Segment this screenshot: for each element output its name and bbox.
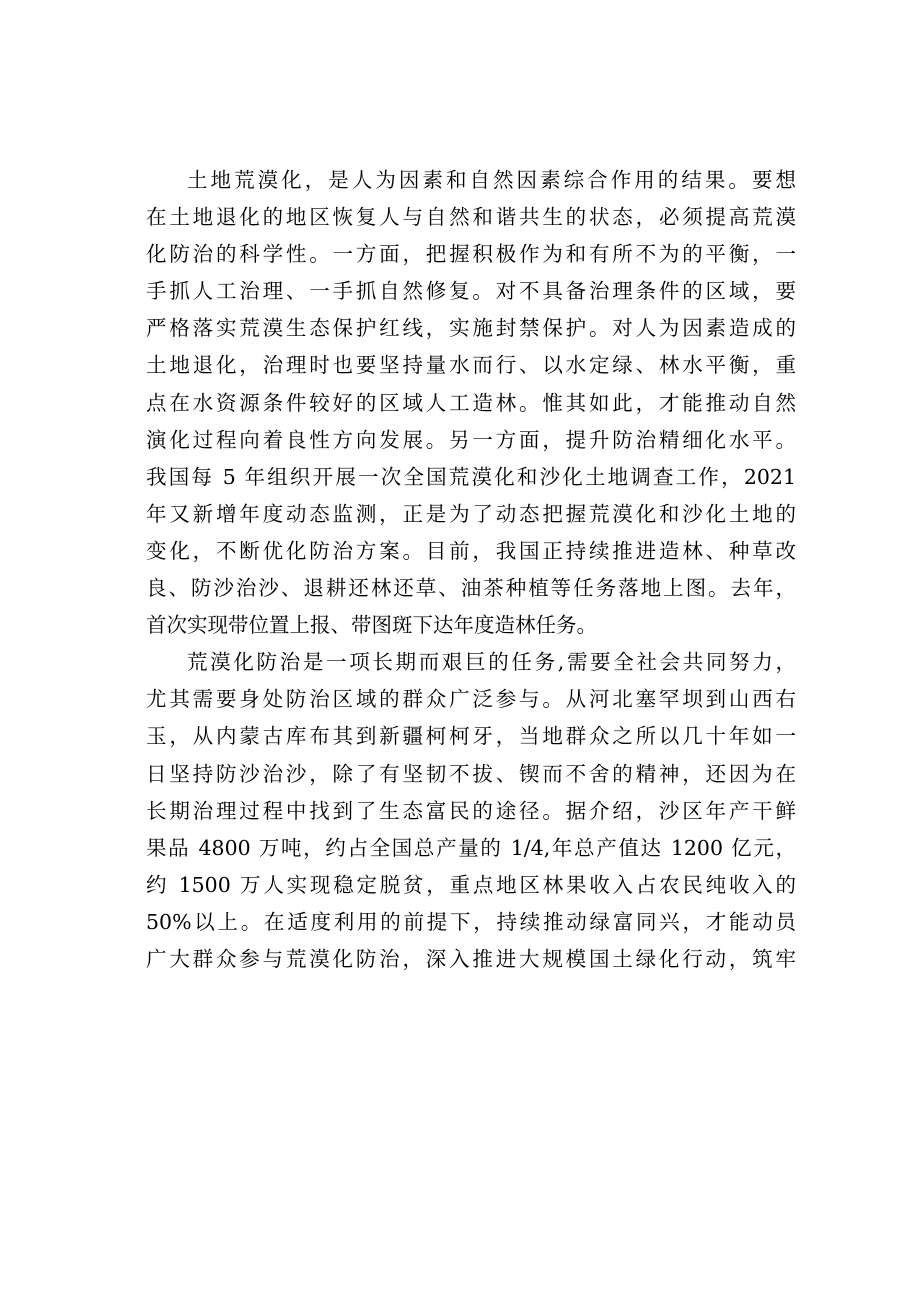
paragraph-public-participation xyxy=(146,644,796,978)
paragraph-line: 演化过程向着良性方向发展。另一方面，提升防治精细化水平。 xyxy=(146,427,796,452)
paragraph-line: 首次实现带位置上报、带图斑下达年度造林任务。 xyxy=(146,613,597,638)
paragraph-line: 点在水资源条件较好的区域人工造林。惟其如此，才能推动自然 xyxy=(146,390,796,415)
paragraph-line: 广大群众参与荒漠化防治，深入推进大规模国土绿化行动，筑牢 xyxy=(146,946,796,971)
paragraph-line: 手抓人工治理、一手抓自然修复。对不具备治理条件的区域，要 xyxy=(146,279,796,304)
paragraph-desertification-science xyxy=(146,162,796,644)
paragraph-line: 年又新增年度动态监测，正是为了动态把握荒漠化和沙化土地的 xyxy=(146,501,796,526)
paragraph-line: 长期治理过程中找到了生态富民的途径。据介绍，沙区年产干鲜 xyxy=(146,798,796,823)
paragraph-line: 玉，从内蒙古库布其到新疆柯柯牙，当地群众之所以几十年如一 xyxy=(146,724,796,749)
paragraph-line: 严格落实荒漠生态保护红线，实施封禁保护。对人为因素造成的 xyxy=(146,316,796,341)
paragraph-line: 50%以上。在适度利用的前提下，持续推动绿富同兴，才能动员 xyxy=(146,909,796,934)
paragraph-line: 土地荒漠化，是人为因素和自然因素综合作用的结果。要想 xyxy=(187,168,796,192)
paragraph-line: 化防治的科学性。一方面，把握积极作为和有所不为的平衡，一 xyxy=(146,242,796,267)
paragraph-line: 荒漠化防治是一项长期而艰巨的任务,需要全社会共同努力， xyxy=(187,650,796,675)
paragraph-line: 尤其需要身处防治区域的群众广泛参与。从河北塞罕坝到山西右 xyxy=(146,687,796,712)
paragraph-line: 在土地退化的地区恢复人与自然和谐共生的状态，必须提高荒漠 xyxy=(146,205,796,230)
paragraph-line: 约 1500 万人实现稳定脱贫，重点地区林果收入占农民纯收入的 xyxy=(146,872,796,897)
article-body xyxy=(146,162,796,978)
paragraph-line: 变化，不断优化防治方案。目前，我国正持续推进造林、种草改 xyxy=(146,538,796,563)
paragraph-line: 果品 4800 万吨，约占全国总产量的 1/4,年总产值达 1200 亿元， xyxy=(146,835,796,860)
paragraph-line: 土地退化，治理时也要坚持量水而行、以水定绿、林水平衡，重 xyxy=(146,353,796,378)
paragraph-line: 我国每 5 年组织开展一次全国荒漠化和沙化土地调查工作，2021 xyxy=(146,464,796,489)
paragraph-line: 日坚持防沙治沙，除了有坚韧不拔、锲而不舍的精神，还因为在 xyxy=(146,761,796,786)
paragraph-line: 良、防沙治沙、退耕还林还草、油茶种植等任务落地上图。去年， xyxy=(146,576,796,601)
